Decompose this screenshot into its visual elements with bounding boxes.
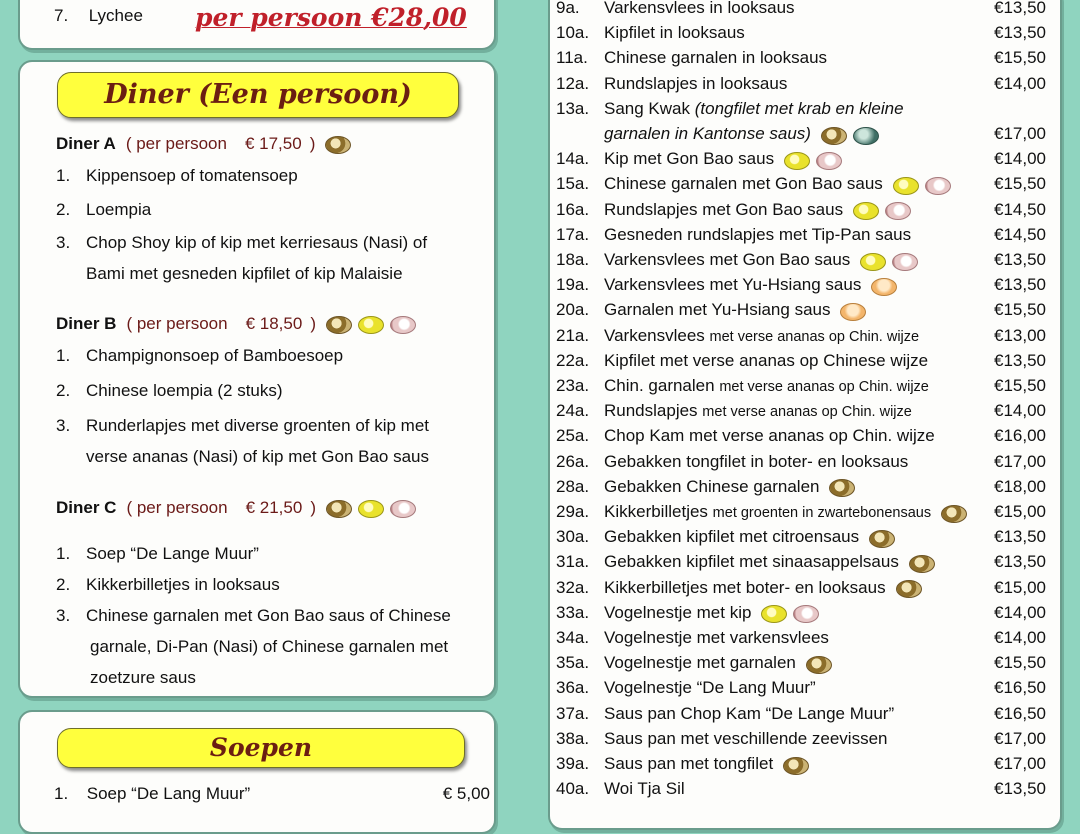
diner-header [56, 134, 357, 155]
item-number: 16a. [556, 199, 590, 219]
course-number: 3. [56, 233, 71, 252]
lemon-icon [893, 177, 919, 195]
item-price: €16,00 [994, 426, 1046, 446]
per-person-label: ( per persoon [126, 314, 228, 333]
item-icons [893, 172, 957, 197]
course-text: garnale, Di-Pan (Nasi) of Chinese garnalen met [90, 637, 449, 656]
item-number: 34a. [556, 628, 590, 647]
item-name-line [604, 474, 861, 500]
course-text: Bami met gesneden kipfilet of kip Malaisie [86, 264, 403, 283]
item-number: 7. [54, 6, 69, 25]
item-name: Kip met Gon Bao saus [604, 149, 775, 169]
item-icons [860, 248, 924, 273]
item-price: €15,00 [994, 577, 1046, 597]
item-price: €15,00 [994, 502, 1046, 521]
item-price: € 5,00 [442, 784, 490, 803]
item-number: 1. [54, 784, 69, 803]
item-price: €14,00 [994, 401, 1046, 421]
item-price: €13,50 [994, 552, 1046, 572]
item-price: €17,00 [994, 124, 1046, 143]
item-name-line [604, 0, 795, 20]
course-text: Champignonsoep of Bamboesoep [86, 346, 344, 365]
item-name-line [604, 272, 903, 298]
closing-paren: ) [309, 134, 316, 153]
course-text: Chinese garnalen met Gon Bao saus of Chinese [86, 606, 451, 625]
item-price: €15,50 [994, 376, 1046, 395]
item-number: 29a. [556, 502, 590, 521]
closing-paren: ) [310, 498, 316, 517]
item-icons [784, 147, 848, 172]
course-item [56, 538, 476, 569]
item-icons [821, 122, 885, 147]
meat-icon [325, 136, 351, 154]
meat-icon [821, 127, 847, 145]
item-name: Vogelnestje met kip [604, 602, 752, 622]
course-item [56, 194, 476, 225]
course-text: Kippensoep of tomatensoep [86, 166, 298, 185]
item-name: Vogelnestje “De Lang Muur” [604, 678, 816, 698]
item-price: €13,00 [994, 325, 1046, 345]
item-name: Sang Kwak [604, 98, 690, 118]
item-name-line [604, 96, 904, 121]
item-price: €15,50 [994, 48, 1046, 68]
diner-banner: Diner (Een persoon) [57, 72, 459, 118]
item-name-line [604, 171, 957, 197]
item-name-line [604, 650, 838, 676]
item-price: €16,50 [994, 703, 1046, 723]
garlic-icon [390, 316, 416, 334]
menu-item [556, 71, 1054, 96]
item-number: 30a. [556, 527, 590, 547]
item-name-line [604, 625, 829, 650]
course-item [56, 600, 476, 693]
diner-icons [326, 499, 422, 519]
item-number: 10a. [556, 23, 590, 43]
item-name: Lychee [88, 6, 143, 25]
course-number: 1. [56, 166, 71, 185]
closing-paren: ) [310, 314, 316, 333]
item-name: Varkensvlees met Yu-Hsiang saus [604, 275, 862, 295]
course-number: 3. [56, 416, 71, 435]
item-name: Vogelnestje met garnalen [604, 653, 796, 673]
item-price: €13,50 [994, 23, 1046, 43]
item-number: 36a. [556, 678, 590, 698]
menu-item [556, 474, 1054, 499]
item-number: 23a. [556, 376, 590, 395]
item-price: €17,00 [994, 451, 1046, 471]
item-number: 26a. [556, 451, 590, 471]
item-name: Varkensvlees met Gon Bao saus [604, 250, 851, 269]
item-number: 22a. [556, 350, 590, 370]
item-name: Varkensvlees in looksaus [604, 0, 795, 17]
menu-item [556, 449, 1054, 474]
item-icons [829, 475, 861, 500]
diner-price: € 17,50 [244, 134, 302, 153]
item-description: (tongfilet met krab en kleine [694, 98, 904, 118]
item-name: Rundslapjes [604, 401, 698, 421]
course-item [56, 569, 476, 600]
menu-item [556, 600, 1054, 625]
menu-item [556, 373, 1054, 398]
meat-icon [806, 656, 832, 674]
item-number: 12a. [556, 73, 590, 93]
item-price: €13,50 [994, 250, 1046, 269]
item-number: 31a. [556, 552, 590, 572]
item-number: 9a. [556, 0, 580, 17]
diner-name: Diner B [56, 314, 117, 333]
item-name-line [604, 247, 924, 273]
menu-item [556, 701, 1054, 726]
item-note: met verse ananas op Chin. wijze [709, 328, 920, 345]
course-item [56, 410, 476, 472]
item-number: 14a. [556, 149, 590, 169]
item-number: 28a. [556, 476, 590, 496]
item-icons [783, 752, 815, 777]
item-name-line [604, 121, 885, 147]
item-name: Woi Tja Sil [604, 779, 685, 799]
item-name-line [604, 751, 815, 777]
course-number: 2. [56, 200, 71, 219]
item-icons [941, 500, 973, 525]
menu-item [556, 45, 1054, 70]
item-price: €16,50 [994, 678, 1046, 698]
item-icons [840, 298, 872, 323]
item-icons [761, 601, 825, 626]
item-name-line [604, 776, 685, 801]
item-name-line [604, 222, 911, 247]
course-item [56, 375, 476, 406]
item-name-line [604, 71, 787, 96]
item-price: €15,50 [994, 174, 1046, 194]
course-number: 1. [56, 346, 71, 365]
item-number: 32a. [556, 577, 590, 597]
lychee-item [54, 6, 143, 26]
item-name-line [604, 323, 919, 350]
per-person-label: ( per persoon [125, 134, 227, 153]
item-name-line [604, 373, 929, 400]
lemon-icon [358, 316, 384, 334]
item-price: €15,50 [994, 300, 1046, 320]
top-menu-box [18, 0, 496, 50]
item-name: Saus pan met tongfilet [604, 754, 774, 773]
item-name: Gebakken tongfilet in boter- en looksaus [604, 451, 909, 471]
item-price: €13,50 [994, 779, 1046, 799]
menu-item [556, 675, 1054, 700]
diner-icons [325, 135, 357, 155]
item-name: Chinese garnalen met Gon Bao saus [604, 174, 883, 194]
item-name-line [604, 297, 872, 323]
lemon-icon [358, 500, 384, 518]
item-price: €17,00 [994, 754, 1046, 773]
item-name-line [604, 423, 935, 448]
menu-item [556, 398, 1054, 423]
item-number: 24a. [556, 401, 590, 421]
item-number: 11a. [556, 48, 588, 68]
item-name: Saus pan Chop Kam “De Lange Muur” [604, 703, 895, 723]
item-name: Saus pan met veschillende zeevissen [604, 728, 888, 748]
course-item [56, 340, 476, 371]
course-text: Runderlapjes met diverse groenten of kip met [86, 416, 430, 435]
item-note: met verse ananas op Chin. wijze [719, 379, 929, 395]
lemon-icon [860, 253, 886, 271]
menu-item [556, 625, 1054, 650]
soup-banner: Soepen [57, 728, 465, 768]
item-description: garnalen in Kantonse saus) [604, 124, 811, 143]
item-number: 15a. [556, 174, 590, 194]
garlic-icon [925, 177, 951, 195]
menu-item [556, 197, 1054, 222]
course-number: 2. [56, 381, 71, 400]
diner-name: Diner A [56, 134, 116, 153]
shrimp-icon [871, 278, 897, 296]
diner-box [18, 60, 496, 698]
menu-item [556, 575, 1054, 600]
diner-icons [326, 315, 422, 335]
item-name-line [604, 197, 917, 223]
item-name-line [604, 146, 848, 172]
diner-header [56, 498, 422, 519]
course-text: Soep “De Lange Muur” [86, 544, 259, 563]
menu-list-box [548, 0, 1062, 830]
item-price: €14,00 [994, 602, 1046, 622]
item-name: Gebakken Chinese garnalen [604, 476, 820, 496]
soup-item [54, 784, 490, 804]
green-icon [853, 127, 879, 145]
item-name-line [604, 701, 894, 726]
item-number: 17a. [556, 224, 590, 244]
item-price: €13,50 [994, 350, 1046, 370]
soup-box [18, 710, 496, 834]
course-item [56, 227, 476, 289]
item-number: 35a. [556, 653, 590, 673]
menu-item [556, 272, 1054, 297]
meat-icon [896, 580, 922, 598]
menu-item [556, 146, 1054, 171]
item-price: €14,00 [994, 628, 1046, 647]
menu-item [556, 549, 1054, 574]
course-text: Kikkerbilletjes in looksaus [86, 575, 280, 594]
menu-item [556, 222, 1054, 247]
item-name-line [604, 20, 745, 45]
menu-item [556, 323, 1054, 348]
item-name-line [604, 549, 941, 575]
item-name: Kikkerbilletjes [604, 502, 708, 521]
meat-icon [326, 500, 352, 518]
item-note: met verse ananas op Chin. wijze [702, 404, 912, 421]
item-number: 19a. [556, 275, 590, 295]
course-text: verse ananas (Nasi) of kip met Gon Bao saus [86, 447, 429, 466]
meat-icon [909, 555, 935, 573]
per-person-label: ( per persoon [126, 498, 228, 517]
item-name-line [604, 726, 888, 751]
menu-item [556, 423, 1054, 448]
item-name: Vogelnestje met varkensvlees [604, 628, 829, 647]
per-person-price: per persoon €28,00 [195, 3, 467, 32]
item-name: Chinese garnalen in looksaus [604, 48, 828, 68]
meat-icon [829, 479, 855, 497]
item-name-line [604, 524, 901, 550]
course-number: 3. [56, 606, 71, 625]
shrimp-icon [840, 303, 866, 321]
item-name: Varkensvlees [604, 325, 705, 345]
garlic-icon [892, 253, 918, 271]
item-price: €17,00 [994, 728, 1046, 748]
menu-item [556, 751, 1054, 776]
garlic-icon [816, 152, 842, 170]
lemon-icon [853, 202, 879, 220]
garlic-icon [793, 605, 819, 623]
diner-name: Diner C [56, 498, 117, 517]
item-name: Kipfilet in looksaus [604, 23, 745, 43]
item-price: €13,50 [994, 275, 1046, 295]
course-text: Loempia [86, 200, 152, 219]
meat-icon [869, 530, 895, 548]
item-price: €18,00 [994, 476, 1046, 496]
menu-item [556, 499, 1054, 524]
menu-item [556, 171, 1054, 196]
diner-price: € 18,50 [245, 314, 303, 333]
item-number: 18a. [556, 250, 590, 269]
course-number: 2. [56, 575, 71, 594]
item-icons [896, 576, 928, 601]
item-name-line [604, 398, 912, 425]
menu-item [556, 297, 1054, 322]
menu-item [556, 247, 1054, 272]
item-number: 33a. [556, 602, 590, 622]
lemon-icon [784, 152, 810, 170]
item-number: 21a. [556, 325, 590, 345]
item-name: Kipfilet met verse ananas op Chinese wijze [604, 350, 929, 370]
menu-item [556, 96, 1054, 121]
item-icons [871, 273, 903, 298]
menu-item [556, 0, 1054, 20]
item-name-line [604, 600, 825, 626]
item-number: 39a. [556, 754, 590, 773]
item-name: Chop Kam met verse ananas op Chin. wijze [604, 426, 935, 446]
item-note: met groenten in zwartebonensaus [712, 505, 932, 521]
meat-icon [326, 316, 352, 334]
meat-icon [941, 505, 967, 523]
item-price: €14,50 [994, 224, 1046, 244]
item-name: Gebakken kipfilet met sinaasappelsaus [604, 552, 899, 572]
item-number: 13a. [556, 98, 590, 118]
course-text: Chop Shoy kip of kip met kerriesaus (Nasi) of [86, 233, 428, 252]
item-price: €14,50 [994, 199, 1046, 219]
item-name-line [604, 348, 928, 373]
item-icons [853, 198, 917, 223]
item-icons [909, 550, 941, 575]
item-name: Kikkerbilletjes met boter- en looksaus [604, 577, 886, 597]
item-name: Gesneden rundslapjes met Tip-Pan saus [604, 224, 912, 244]
menu-item [556, 348, 1054, 373]
course-text: Chinese loempia (2 stuks) [86, 381, 283, 400]
item-name: Gebakken kipfilet met citroensaus [604, 527, 860, 547]
item-name-line [604, 575, 928, 601]
item-price: €15,50 [994, 653, 1046, 673]
meat-icon [783, 757, 809, 775]
item-name: Rundslapjes in looksaus [604, 73, 788, 93]
item-number: 37a. [556, 703, 590, 723]
menu-item [556, 20, 1054, 45]
diner-price: € 21,50 [245, 498, 303, 517]
item-name-line [604, 499, 973, 526]
item-icons [869, 525, 901, 550]
item-number: 25a. [556, 426, 590, 446]
menu-item [556, 776, 1054, 801]
menu-item [556, 524, 1054, 549]
item-name: Rundslapjes met Gon Bao saus [604, 199, 844, 219]
item-icons [806, 651, 838, 676]
lemon-icon [761, 605, 787, 623]
item-name-line [604, 45, 827, 70]
item-price: €13,50 [994, 0, 1046, 17]
item-name-line [604, 675, 816, 700]
menu-item [556, 726, 1054, 751]
item-name-line [604, 449, 908, 474]
diner-header [56, 314, 422, 335]
item-price: €13,50 [994, 527, 1046, 547]
garlic-icon [885, 202, 911, 220]
garlic-icon [390, 500, 416, 518]
course-number: 1. [56, 544, 71, 563]
item-number: 40a. [556, 779, 590, 799]
item-price: €14,00 [994, 149, 1046, 169]
item-name: Chin. garnalen [604, 376, 715, 395]
menu-item [556, 121, 1054, 146]
item-name: Garnalen met Yu-Hsiang saus [604, 300, 831, 320]
item-name: Soep “De Lang Muur” [86, 784, 251, 803]
course-item [56, 160, 476, 191]
item-price: €14,00 [994, 73, 1046, 93]
item-number: 38a. [556, 728, 590, 748]
course-text: zoetzure saus [90, 668, 196, 687]
item-number: 20a. [556, 300, 590, 320]
menu-item [556, 650, 1054, 675]
